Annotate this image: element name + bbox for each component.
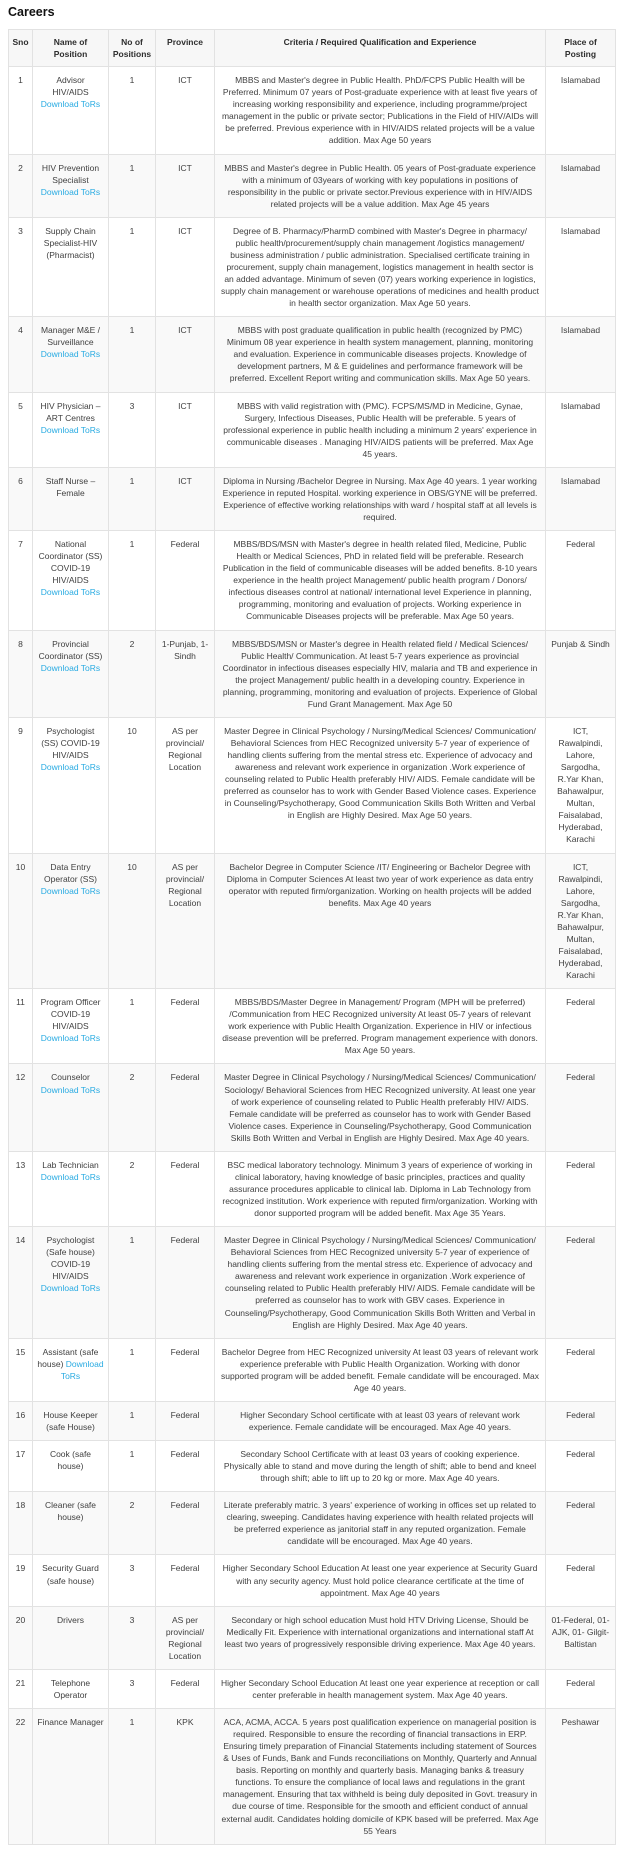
criteria-cell: Higher Secondary School Education At least one year experience at reception or call center preferable in health management system. Max Age 40 years. bbox=[215, 1669, 546, 1708]
criteria-cell: Literate preferably matric. 3 years' experience of working in offices set up related to clearing, sweeping. Candidates having experience with health related projects will be preferred experience as janitorial staff in any reputed organization. Female candidate will be encouraged. Max Age 40 years. bbox=[215, 1492, 546, 1555]
sno-cell: 16 bbox=[9, 1401, 33, 1440]
province-cell: Federal bbox=[156, 1064, 215, 1151]
criteria-cell: MBBS with valid registration with (PMC). FCPS/MS/MD in Medicine, Gynae, Surgery, Infectious Diseases, Public Health will be preferable. 5 years of professional experience in public health including a minimum 2 years' experience in communicable diseases . Managing HIV/AIDS patients will be preferred. Max Age 45 years. bbox=[215, 392, 546, 467]
table-row bbox=[9, 1709, 616, 1845]
positions-count-cell: 1 bbox=[109, 67, 156, 154]
table-body bbox=[9, 67, 616, 1845]
sno-cell: 7 bbox=[9, 531, 33, 630]
province-cell: KPK bbox=[156, 1709, 215, 1845]
place-of-posting-cell: Islamabad bbox=[546, 67, 616, 154]
place-of-posting-cell: Federal bbox=[546, 1151, 616, 1226]
sno-cell: 17 bbox=[9, 1441, 33, 1492]
positions-count-cell: 3 bbox=[109, 1669, 156, 1708]
download-tors-link[interactable]: Download ToRs bbox=[40, 885, 101, 896]
position-name-cell bbox=[33, 853, 109, 989]
download-tors-link[interactable]: Download ToRs bbox=[40, 99, 101, 110]
positions-count-cell: 1 bbox=[109, 1441, 156, 1492]
positions-count-cell: 3 bbox=[109, 392, 156, 467]
download-tors-link[interactable]: Download ToRs bbox=[40, 1084, 101, 1095]
positions-count-cell: 1 bbox=[109, 154, 156, 217]
table-row bbox=[9, 217, 616, 316]
position-name: Security Guard (safe house) bbox=[42, 1563, 99, 1586]
download-tors-link[interactable]: Download ToRs bbox=[40, 186, 101, 197]
positions-count-cell: 2 bbox=[109, 1151, 156, 1226]
province-cell: AS per provincial/ Regional Location bbox=[156, 1606, 215, 1669]
position-name-cell bbox=[33, 317, 109, 392]
criteria-cell: Bachelor Degree in Computer Science /IT/ Engineering or Bachelor Degree with Diploma in Computer Sciences At least two year of work experience as data entry operator with reputed firm/organization. Working on health projects will be added benefits. Max Age 40 years bbox=[215, 853, 546, 989]
position-name-cell bbox=[33, 1401, 109, 1440]
download-tors-link[interactable]: Download ToRs bbox=[40, 662, 101, 673]
table-row bbox=[9, 392, 616, 467]
sno-cell: 5 bbox=[9, 392, 33, 467]
position-name-cell bbox=[33, 67, 109, 154]
column-header-name-of-position: Name of Position bbox=[33, 30, 109, 67]
position-name: Telephone Operator bbox=[50, 1677, 91, 1700]
column-header-province: Province bbox=[156, 30, 215, 67]
position-name: Drivers bbox=[57, 1614, 84, 1625]
criteria-cell: Master Degree in Clinical Psychology / Nursing/Medical Sciences/ Communication/ Behavioral Sciences from HEC Recognized university 5-7 year of experience of handling clients suffering from the mental stress etc. Experience of advocacy and awareness and relevant work experience in organization .Work experience of counseling related to Public Health preferably HIV/ AIDS. Female candidate will be preferred as counselor has to work with GBV cases. Experience in Counseling/Psychotherapy, Good Communication Skills Both Written and Verbal in English are Highly Desired. Max Age 40 years. bbox=[215, 1227, 546, 1339]
position-name: House Keeper (safe House) bbox=[43, 1409, 98, 1432]
place-of-posting-cell: Federal bbox=[546, 531, 616, 630]
position-name: Cleaner (safe house) bbox=[44, 1500, 97, 1523]
criteria-cell: MBBS/BDS/MSN with Master's degree in health related filed, Medicine, Public Health or Medical Sciences, PhD in related field will be preferable. Research Publication in the field of communicable diseases will be added benefits. 8-10 years experience in the health project Management/ public health program / Donors/ infectious diseases control at national/ international level Experience in planning, programming, monitoring and evaluation of projects. Working experience in Communicable Diseases projects will be preferable. Max Age 50 years. bbox=[215, 531, 546, 630]
place-of-posting-cell: Punjab & Sindh bbox=[546, 630, 616, 717]
criteria-cell: Master Degree in Clinical Psychology / Nursing/Medical Sciences/ Communication/ Sociology/ Behavioral Sciences from HEC Recognized university. At least one year of work experience of counseling related to Public Health preferably HIV/ AIDS. Female candidate will be preferred as counselor has to work with Gender Based Violence cases. Experience in Counseling/Psychotherapy, Good Communication Skills Both Written and Verbal in English are Highly Desired. Max Age 40 years. bbox=[215, 1064, 546, 1151]
download-tors-link[interactable]: Download ToRs bbox=[40, 1171, 101, 1182]
criteria-cell: Bachelor Degree from HEC Recognized university At least 03 years of relevant work experience preferable with Public Health Organization. Working with donor supported program will be added benefit. Female candidate will be encouraged. Max Age 40 years. bbox=[215, 1338, 546, 1401]
table-row bbox=[9, 853, 616, 989]
position-name-cell bbox=[33, 630, 109, 717]
place-of-posting-cell: ICT, Rawalpindi, Lahore, Sargodha, R.Yar Khan, Bahawalpur, Multan, Faisalabad, Hyderabad, Karachi bbox=[546, 853, 616, 989]
place-of-posting-cell: Federal bbox=[546, 1401, 616, 1440]
download-tors-link[interactable]: Download ToRs bbox=[40, 762, 101, 773]
sno-cell: 18 bbox=[9, 1492, 33, 1555]
criteria-cell: MBBS/BDS/MSN or Master's degree in Health related field / Medical Sciences/ Public Health/ Communication. At least 5-7 years experience as provincial Coordinator in infectious diseases especially HIV, malaria and TB and experience in the project Management/ public health in a developing country. Experience in planning, programming, monitoring and evaluation of projects. Experience of Global Fund Grant Management. Max Age 50 bbox=[215, 630, 546, 717]
position-name-cell bbox=[33, 717, 109, 853]
table-row bbox=[9, 1338, 616, 1401]
column-header-no-of-positions: No of Positions bbox=[109, 30, 156, 67]
place-of-posting-cell: Federal bbox=[546, 1064, 616, 1151]
table-row bbox=[9, 1227, 616, 1339]
place-of-posting-cell: Islamabad bbox=[546, 154, 616, 217]
position-name-cell bbox=[33, 217, 109, 316]
province-cell: Federal bbox=[156, 1151, 215, 1226]
table-row bbox=[9, 1441, 616, 1492]
province-cell: Federal bbox=[156, 531, 215, 630]
place-of-posting-cell: Islamabad bbox=[546, 467, 616, 530]
province-cell: ICT bbox=[156, 317, 215, 392]
sno-cell: 1 bbox=[9, 67, 33, 154]
positions-count-cell: 10 bbox=[109, 717, 156, 853]
criteria-cell: Master Degree in Clinical Psychology / Nursing/Medical Sciences/ Communication/ Behavioral Sciences from HEC Recognized university 5-7 year of experience of handling clients suffering from the mental stress etc. Experience of advocacy and awareness and relevant work experience in organization .Work experience of counseling related to Public Health preferably HIV/ AIDS. Female candidate will be preferred as counselor has to work with Gender Based Violence cases. Experience in Counseling/Psychotherapy, Good Communication Skills Both Written and Verbal in English are Highly Desired. Max Age 50 years. bbox=[215, 717, 546, 853]
province-cell: Federal bbox=[156, 1401, 215, 1440]
positions-count-cell: 1 bbox=[109, 1401, 156, 1440]
sno-cell: 14 bbox=[9, 1227, 33, 1339]
position-name-cell bbox=[33, 1492, 109, 1555]
position-name-cell bbox=[33, 467, 109, 530]
sno-cell: 15 bbox=[9, 1338, 33, 1401]
criteria-cell: Diploma in Nursing /Bachelor Degree in Nursing. Max Age 40 years. 1 year working Experience in reputed Hospital. working experience in OBS/GYNE will be preferred. Experience of effective working relationships with ward / hospital staff at all levels is required. bbox=[215, 467, 546, 530]
table-row bbox=[9, 317, 616, 392]
position-name: Supply Chain Specialist-HIV (Pharmacist) bbox=[43, 225, 98, 260]
sno-cell: 20 bbox=[9, 1606, 33, 1669]
province-cell: ICT bbox=[156, 217, 215, 316]
download-tors-link[interactable]: Download ToRs bbox=[40, 349, 101, 360]
table-row bbox=[9, 1401, 616, 1440]
sno-cell: 13 bbox=[9, 1151, 33, 1226]
positions-count-cell: 1 bbox=[109, 1227, 156, 1339]
sno-cell: 8 bbox=[9, 630, 33, 717]
sno-cell: 4 bbox=[9, 317, 33, 392]
position-name: Assistant (safe house) bbox=[37, 1346, 99, 1369]
positions-count-cell: 3 bbox=[109, 1555, 156, 1606]
column-header-place-of-posting: Place of Posting bbox=[546, 30, 616, 67]
criteria-cell: Degree of B. Pharmacy/PharmD combined with Master's Degree in pharmacy/ public health/procurement/supply chain management /logistics management/ business administration / public administration. Specialised certificate training in procurement, supply chain management, logistics management in health sector is an added advantage. Minimum of seven (07) years working experience in logistics, supply chain management or warehouse operations of medicines and health product in health sector organization. Max Age 50 years. bbox=[215, 217, 546, 316]
table-row bbox=[9, 1064, 616, 1151]
positions-count-cell: 1 bbox=[109, 467, 156, 530]
position-name-cell bbox=[33, 1064, 109, 1151]
position-name-cell bbox=[33, 1555, 109, 1606]
province-cell: ICT bbox=[156, 392, 215, 467]
position-name-cell bbox=[33, 1151, 109, 1226]
position-name: HIV Prevention Specialist bbox=[41, 162, 100, 185]
place-of-posting-cell: Islamabad bbox=[546, 392, 616, 467]
column-header-sno: Sno bbox=[9, 30, 33, 67]
place-of-posting-cell: Federal bbox=[546, 1669, 616, 1708]
table-row bbox=[9, 531, 616, 630]
criteria-cell: Higher Secondary School Education At least one year experience at Security Guard with any security agency. Must hold police clearance certificate at the time of appointment. Max Age 40 years bbox=[215, 1555, 546, 1606]
position-name-cell bbox=[33, 1227, 109, 1339]
province-cell: ICT bbox=[156, 467, 215, 530]
place-of-posting-cell: Islamabad bbox=[546, 217, 616, 316]
table-row bbox=[9, 630, 616, 717]
positions-count-cell: 2 bbox=[109, 1064, 156, 1151]
criteria-cell: MBBS/BDS/Master Degree in Management/ Program (MPH will be preferred) /Communication from HEC Recognized university At least 05-7 years of relevant work experience with Public Health Organization. Experience in HIV or infectious disease prevention will be preferred. Program management experience with donors. Max Age 50 years. bbox=[215, 989, 546, 1064]
position-name: Psychologist (Safe house) COVID-19 HIV/AIDS bbox=[46, 1235, 95, 1282]
positions-count-cell: 2 bbox=[109, 1492, 156, 1555]
province-cell: ICT bbox=[156, 67, 215, 154]
place-of-posting-cell: Federal bbox=[546, 1555, 616, 1606]
position-name: Staff Nurse – Female bbox=[45, 475, 96, 498]
province-cell: AS per provincial/ Regional Location bbox=[156, 853, 215, 989]
download-tors-link[interactable]: Download ToRs bbox=[40, 424, 101, 435]
table-row bbox=[9, 1492, 616, 1555]
positions-count-cell: 1 bbox=[109, 531, 156, 630]
position-name: Lab Technician bbox=[42, 1159, 99, 1170]
position-name: Counselor bbox=[51, 1072, 90, 1083]
sno-cell: 10 bbox=[9, 853, 33, 989]
criteria-cell: ACA, ACMA, ACCA. 5 years post qualification experience on managerial position is required. Responsible to ensure the recording of financial transactions in ERP. Ensuring timely preparation of Financial Statements including statement of Sources & Uses of Funds, Bank and Funds reconciliations on Monthly, Quarterly and Annual basis. Reporting on monthly and quarterly basis. Managing banks & treasury functions. To ensure the compliance of local laws and regulations in the grant management. Ensuring that tax withheld is being duly deposited in Govt. treasury in due course of time. Responsible for the smooth and efficient conduct of annual external audit. Candidates holding domicile of KPK based will be preferred. Max Age 55 Years bbox=[215, 1709, 546, 1845]
positions-count-cell: 1 bbox=[109, 317, 156, 392]
download-tors-link[interactable]: Download ToRs bbox=[40, 1033, 101, 1044]
table-row bbox=[9, 989, 616, 1064]
province-cell: Federal bbox=[156, 1338, 215, 1401]
table-header bbox=[9, 30, 616, 67]
place-of-posting-cell: ICT, Rawalpindi, Lahore, Sargodha, R.Yar Khan, Bahawalpur, Multan, Faisalabad, Hyderabad, Karachi bbox=[546, 717, 616, 853]
download-tors-link[interactable]: Download ToRs bbox=[40, 1283, 101, 1294]
province-cell: Federal bbox=[156, 1492, 215, 1555]
sno-cell: 21 bbox=[9, 1669, 33, 1708]
positions-count-cell: 10 bbox=[109, 853, 156, 989]
sno-cell: 22 bbox=[9, 1709, 33, 1845]
province-cell: Federal bbox=[156, 1441, 215, 1492]
sno-cell: 12 bbox=[9, 1064, 33, 1151]
table-row bbox=[9, 717, 616, 853]
table-row bbox=[9, 154, 616, 217]
position-name: Manager M&E / Surveillance bbox=[40, 325, 101, 348]
position-name: Advisor HIV/AIDS bbox=[52, 75, 89, 98]
position-name: Program Officer COVID-19 HIV/AIDS bbox=[40, 997, 101, 1032]
sno-cell: 11 bbox=[9, 989, 33, 1064]
positions-count-cell: 2 bbox=[109, 630, 156, 717]
criteria-cell: MBBS and Master's degree in Public Health. 05 years of Post-graduate experience with a minimum of 03years of working with key populations in positions of responsibility in the public or private sector.Previous experience with in HIV/AIDS related projects will be a value addition. Max Age 45 years bbox=[215, 154, 546, 217]
position-name: Finance Manager bbox=[37, 1717, 104, 1727]
position-name: National Coordinator (SS) COVID-19 HIV/AIDS bbox=[38, 539, 103, 586]
criteria-cell: Higher Secondary School certificate with at least 03 years of relevant work experience. Female candidate will be encouraged. Max Age 40 years. bbox=[215, 1401, 546, 1440]
province-cell: Federal bbox=[156, 1669, 215, 1708]
criteria-cell: Secondary or high school education Must hold HTV Driving License, Should be Medically Fit. Experience with international organizations and international staff At least two years of progressively responsible driving experience. Max Age 40 years. bbox=[215, 1606, 546, 1669]
province-cell: AS per provincial/ Regional Location bbox=[156, 717, 215, 853]
position-name: HIV Physician – ART Centres bbox=[40, 400, 101, 423]
position-name: Provincial Coordinator (SS) bbox=[38, 638, 103, 661]
position-name-cell bbox=[33, 1709, 109, 1845]
place-of-posting-cell: Federal bbox=[546, 1492, 616, 1555]
positions-count-cell: 1 bbox=[109, 217, 156, 316]
table-row bbox=[9, 1151, 616, 1226]
position-name: Cook (safe house) bbox=[49, 1449, 92, 1472]
table-row bbox=[9, 467, 616, 530]
sno-cell: 9 bbox=[9, 717, 33, 853]
table-row bbox=[9, 1606, 616, 1669]
place-of-posting-cell: Peshawar bbox=[546, 1709, 616, 1845]
position-name: Data Entry Operator (SS) bbox=[44, 861, 97, 884]
positions-count-cell: 1 bbox=[109, 1709, 156, 1845]
positions-count-cell: 1 bbox=[109, 989, 156, 1064]
sno-cell: 2 bbox=[9, 154, 33, 217]
position-name-cell bbox=[33, 1669, 109, 1708]
place-of-posting-cell: Islamabad bbox=[546, 317, 616, 392]
sno-cell: 3 bbox=[9, 217, 33, 316]
sno-cell: 19 bbox=[9, 1555, 33, 1606]
position-name: Psychologist (SS) COVID-19 HIV/AIDS bbox=[41, 725, 100, 760]
careers-table bbox=[8, 29, 616, 1845]
column-header-criteria: Criteria / Required Qualification and Experience bbox=[215, 30, 546, 67]
table-row bbox=[9, 1669, 616, 1708]
place-of-posting-cell: Federal bbox=[546, 989, 616, 1064]
criteria-cell: MBBS with post graduate qualification in public health (recognized by PMC) Minimum 08 year experience in health system management, planning, monitoring and evaluation. Experience in communicable diseases projects. Knowledge of development partners, M & E guidelines and performance framework will be preferred. Excellent Report writing and communication skills. Max Age 50 years. bbox=[215, 317, 546, 392]
province-cell: ICT bbox=[156, 154, 215, 217]
header-row bbox=[9, 30, 616, 67]
download-tors-link[interactable]: Download ToRs bbox=[60, 1358, 104, 1381]
province-cell: 1-Punjab, 1-Sindh bbox=[156, 630, 215, 717]
criteria-cell: BSC medical laboratory technology. Minimum 3 years of experience of working in clinical laboratory, having knowledge of basic principles, practices and quality assurance procedures applicable to clinical lab. Diploma in Lab Technology from recognized institution. Work experience with reputed firm/organization. Working with donor supported program will be added benefit. Max Age 35 Years. bbox=[215, 1151, 546, 1226]
position-name-cell bbox=[33, 989, 109, 1064]
position-name-cell bbox=[33, 531, 109, 630]
place-of-posting-cell: 01-Federal, 01-AJK, 01- Gilgit-Baltistan bbox=[546, 1606, 616, 1669]
criteria-cell: Secondary School Certificate with at least 03 years of cooking experience. Physically able to stand and move during the length of shift; able to bend and kneel through shift; able to lift up to 20 kg or more. Max Age 40 years. bbox=[215, 1441, 546, 1492]
province-cell: Federal bbox=[156, 989, 215, 1064]
page-title: Careers bbox=[8, 5, 55, 19]
province-cell: Federal bbox=[156, 1555, 215, 1606]
download-tors-link[interactable]: Download ToRs bbox=[40, 587, 101, 598]
position-name-cell bbox=[33, 1338, 109, 1401]
positions-count-cell: 1 bbox=[109, 1338, 156, 1401]
position-name-cell bbox=[33, 1606, 109, 1669]
province-cell: Federal bbox=[156, 1227, 215, 1339]
sno-cell: 6 bbox=[9, 467, 33, 530]
place-of-posting-cell: Federal bbox=[546, 1441, 616, 1492]
position-name-cell bbox=[33, 154, 109, 217]
place-of-posting-cell: Federal bbox=[546, 1227, 616, 1339]
table-row bbox=[9, 1555, 616, 1606]
position-name-cell bbox=[33, 1441, 109, 1492]
criteria-cell: MBBS and Master's degree in Public Health. PhD/FCPS Public Health will be Preferred. Minimum 07 years of Post-graduate experience with at least five years of increasing working responsibility and experience, including programme/project management in the public or private sector; Publications in the Field of HIV/AIDs will be preferred. Previous experience with in HIV/AIDS related projects will be a value addition. Max Age 50 years bbox=[215, 67, 546, 154]
place-of-posting-cell: Federal bbox=[546, 1338, 616, 1401]
position-name-cell bbox=[33, 392, 109, 467]
table-row bbox=[9, 67, 616, 154]
positions-count-cell: 3 bbox=[109, 1606, 156, 1669]
